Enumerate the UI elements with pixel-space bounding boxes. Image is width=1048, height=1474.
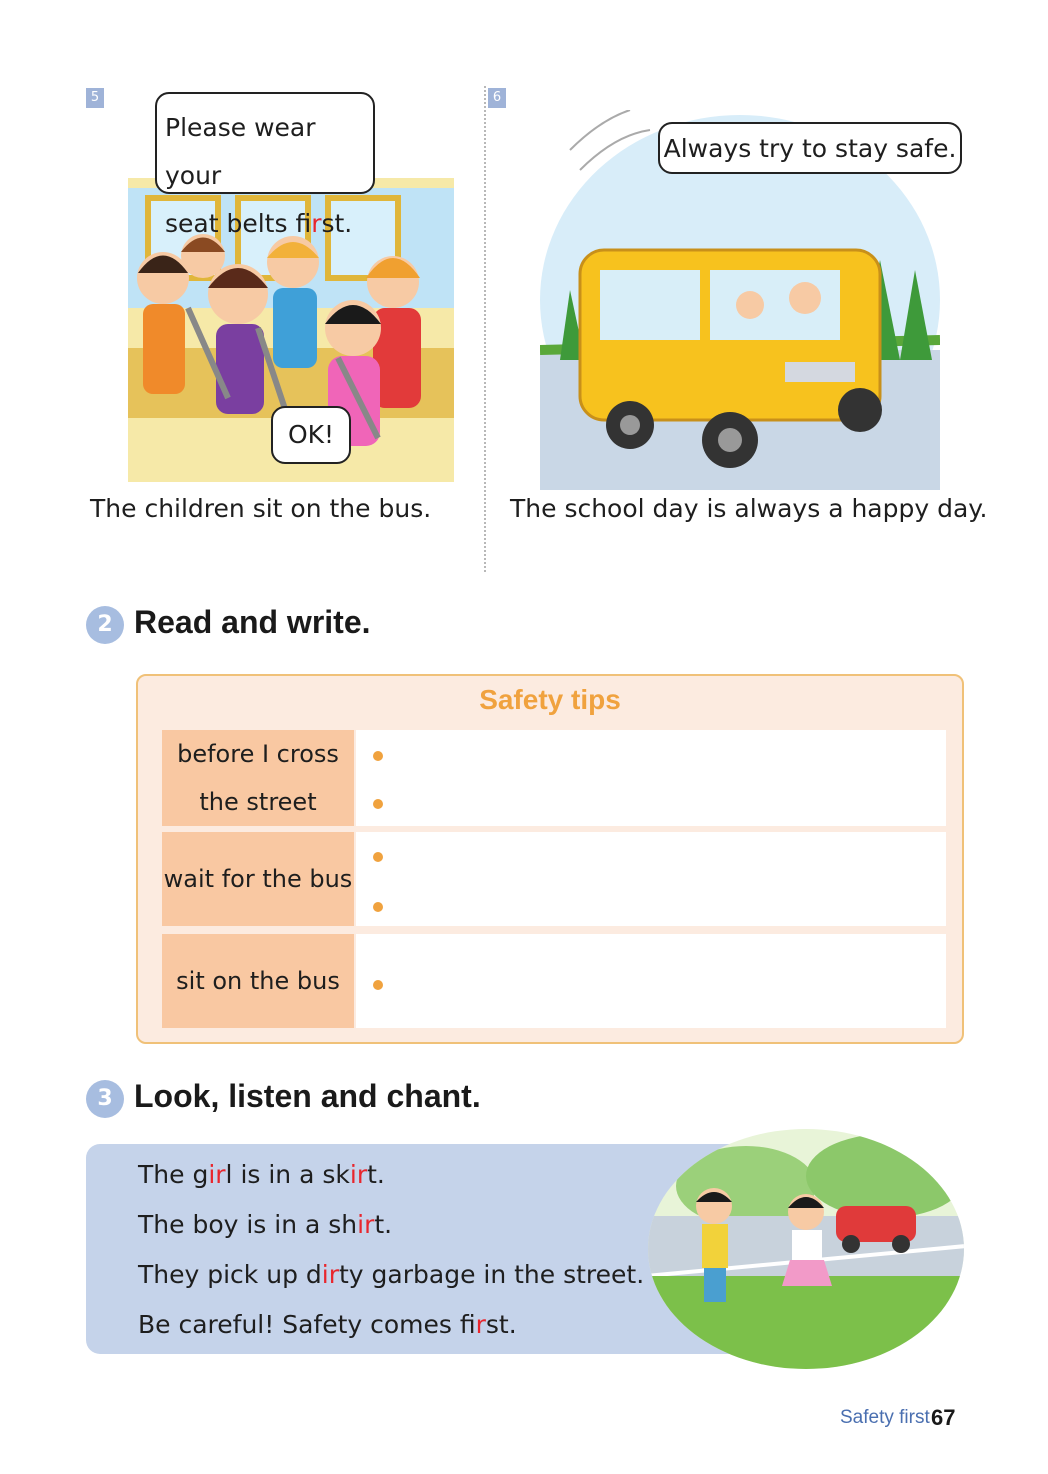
tip-row-label-wait-bus: wait for the bus <box>162 832 354 926</box>
bullet-dot <box>373 852 383 862</box>
tip-row-answer-cross-street[interactable] <box>356 730 946 826</box>
chant-line-2: The boy is in a shirt. <box>138 1210 393 1239</box>
section-3-title: Look, listen and chant. <box>134 1078 481 1114</box>
section-2-title: Read and write. <box>134 604 371 640</box>
bullet-dot <box>373 902 383 912</box>
panel-number-6: 6 <box>488 88 506 108</box>
kids-picking-garbage-illustration <box>646 1126 966 1372</box>
panel-5-caption: The children sit on the bus. <box>90 494 432 523</box>
tip-row-label-cross-street: before I cross the street <box>162 730 354 826</box>
section-2-badge: 2 <box>86 606 124 644</box>
bubble-line-1: Please wear your <box>165 113 316 190</box>
seat-belt-speech-bubble <box>155 92 375 238</box>
footer-unit-title: Safety first <box>840 1407 930 1428</box>
ok-speech-bubble: OK! <box>271 406 351 464</box>
tip-row-answer-sit-bus[interactable] <box>356 934 946 1028</box>
bubble-line-2: seat belts first. <box>165 209 353 238</box>
panel-6-caption: The school day is always a happy day. <box>510 494 988 523</box>
safety-tips-title: Safety tips <box>479 684 621 715</box>
bullet-dot <box>373 751 383 761</box>
chant-line-4: Be careful! Safety comes first. <box>138 1310 517 1339</box>
stay-safe-speech-bubble: Always try to stay safe. <box>658 122 962 174</box>
section-3-badge: 3 <box>86 1080 124 1118</box>
panel-number-5: 5 <box>86 88 104 108</box>
bullet-dot <box>373 980 383 990</box>
chant-line-1: The girl is in a skirt. <box>138 1160 385 1189</box>
page-number: 67 <box>931 1405 956 1430</box>
tip-row-answer-wait-bus[interactable] <box>356 832 946 926</box>
bullet-dot <box>373 799 383 809</box>
tip-row-label-sit-bus: sit on the bus <box>162 934 354 1028</box>
panel-divider <box>484 86 486 572</box>
chant-line-3: They pick up dirty garbage in the street. <box>138 1260 645 1289</box>
